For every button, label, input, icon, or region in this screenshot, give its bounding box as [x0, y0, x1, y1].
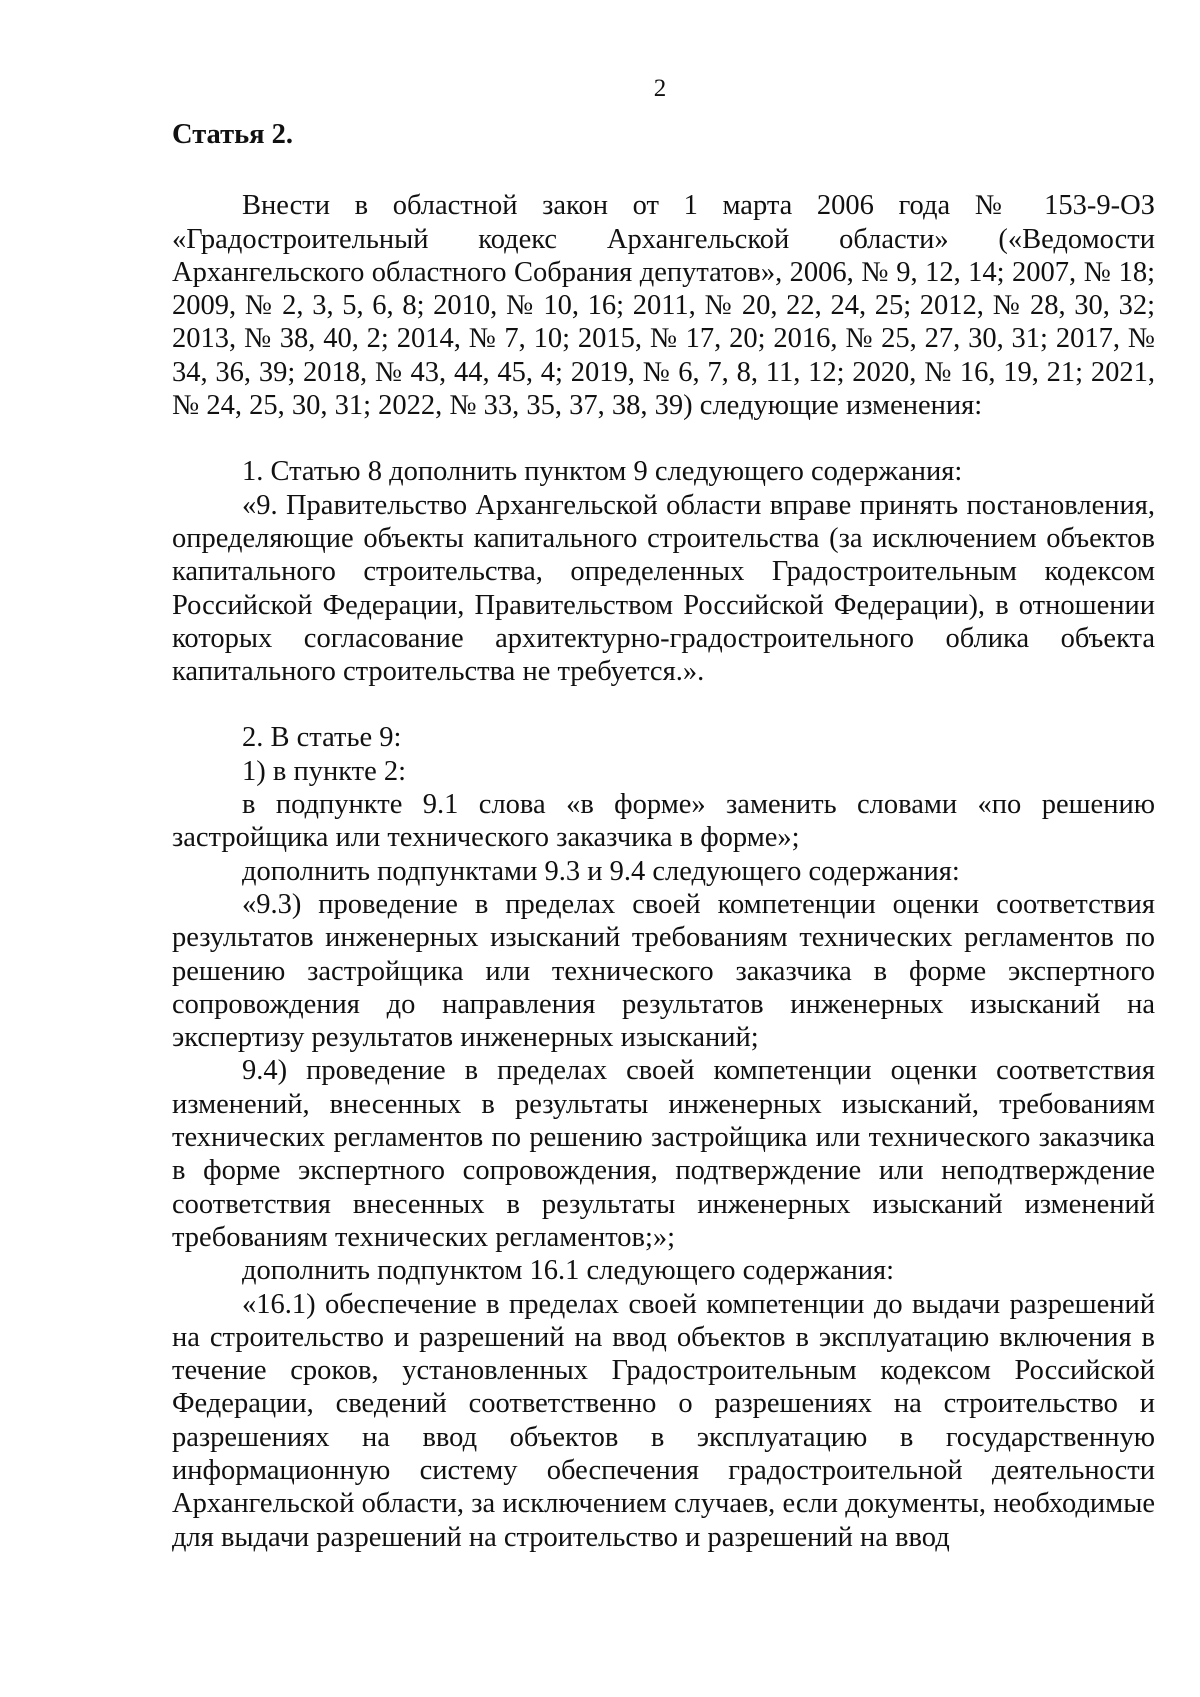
- add-subpoints-9-3-9-4: дополнить подпунктами 9.3 и 9.4 следующего содержания:: [242, 855, 960, 887]
- subpoint-9-4-text: 9.4) проведение в пределах своей компетенции оценки соответствия изменений, внесенных в результаты инженерных изысканий, требованиям технических регламентов по решению застройщика или технического заказчика в форме экспертного сопровождения, подтверждение или неподтверждение соответствия внесенных в результаты инженерных изысканий изменений требованиям технических регламентов;»;: [172, 1055, 1155, 1253]
- page-number: 2: [653, 75, 667, 102]
- document-body: [172, 118, 1155, 1554]
- add-subpoint-16-1: дополнить подпунктом 16.1 следующего содержания:: [242, 1255, 895, 1287]
- intro-paragraph: Внести в областной закон от 1 марта 2006 года № 153-9-ОЗ «Градостроительный кодекс Архангельской области» («Ведомости Архангельского областного Собрания депутатов», 2006, № 9, 12, 14; 2007, № 18; 2009, № 2, 3, 5, 6, 8; 2010, № 10, 16; 2011, № 20, 22, 24, 25; 2012, № 28, 30, 32; 2013, № 38, 40, 2; 2014, № 7, 10; 2015, № 17, 20; 2016, № 25, 27, 30, 31; 2017, № 34, 36, 39; 2018, № 43, 44, 45, 4; 2019, № 6, 7, 8, 11, 12; 2020, № 16, 19, 21; 2021, № 24, 25, 30, 31; 2022, № 33, 35, 37, 38, 39) следующие изменения:: [172, 190, 1155, 422]
- subpoint-9-3-text: «9.3) проведение в пределах своей компетенции оценки соответствия результатов инженерных изысканий требованиям технических регламентов по решению застройщика или технического заказчика в форме экспертного сопровождения до направления результатов инженерных изысканий на экспертизу результатов инженерных изысканий;: [172, 888, 1155, 1054]
- amendment-item-1: 1. Статью 8 дополнить пунктом 9 следующего содержания:: [242, 456, 963, 488]
- subpoint-16-1-text: «16.1) обеспечение в пределах своей компетенции до выдачи разрешений на строительство и разрешений на ввод объектов в эксплуатацию включения в течение сроков, установленных Градостроительным кодексом Российской Федерации, сведений соответственно о разрешениях на строительство и разрешениях на ввод объектов в эксплуатацию в государственную информационную систему обеспечения градостроительной деятельности Архангельской области, за исключением случаев, если документы, необходимые для выдачи разрешений на строительство и разрешений на ввод: [172, 1288, 1155, 1553]
- amendment-item-1-text: «9. Правительство Архангельской области вправе принять постановления, определяющие объекты капитального строительства (за исключением объектов капитального строительства, определенных Градостроительным кодексом Российской Федерации, Правительством Российской Федерации), в отношении которых согласование архитектурно-градостроительного облика объекта капитального строительства не требуется.».: [172, 489, 1155, 688]
- amendment-item-2-subpoint-1: 1) в пункте 2:: [242, 755, 407, 787]
- subpoint-9-1-change: в подпункте 9.1 слова «в форме» заменить словами «по решению застройщика или технического заказчика в форме»;: [172, 789, 1155, 854]
- article-heading: Статья 2.: [172, 119, 294, 150]
- amendment-item-2: 2. В статье 9:: [242, 722, 402, 754]
